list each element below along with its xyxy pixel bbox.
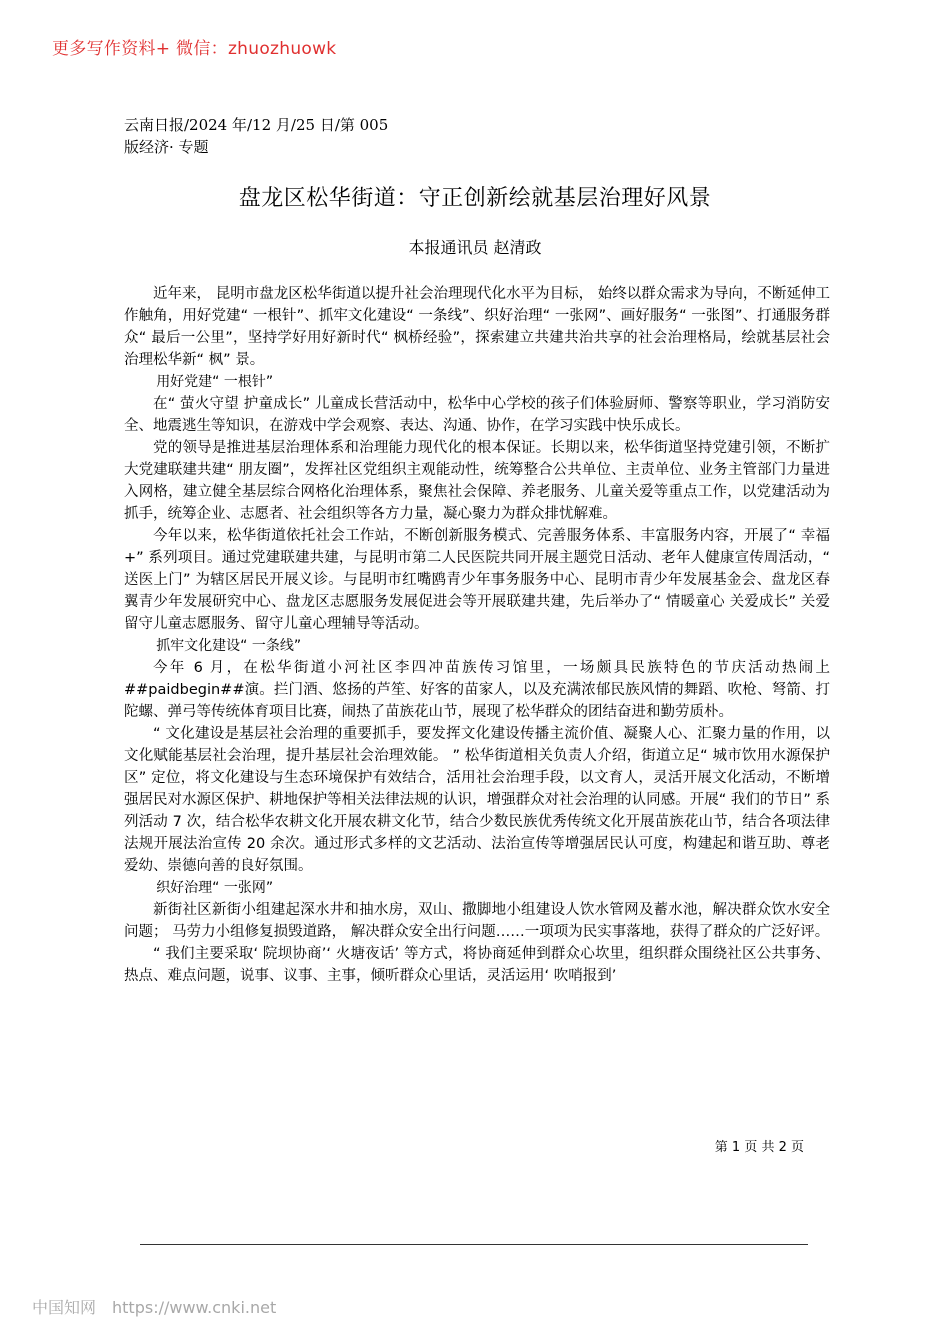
footer-divider (140, 1244, 808, 1245)
article-title: 盘龙区松华街道：守正创新绘就基层治理好风景 (238, 186, 712, 211)
article-source (124, 114, 388, 158)
article-byline: 本报通讯员 赵清政 (408, 238, 542, 257)
watermark-brand: 中国知网 (32, 1298, 97, 1317)
source-line-2: 版经济· 专题 (124, 138, 209, 156)
body-paragraph: “ 文化建设是基层社会治理的重要抓手，要发挥文化建设传播主流价值、凝聚人心、汇聚力量的作用，以文化赋能基层社会治理，提升基层社会治理效能。 ” 松华街道相关负责人介绍，街道立足“ 城市饮用水源保护区” 定位，将文化建设与生态环境保护有效结合，活用社会治理手段，以文育人，灵活开展文化活动，不断增强居民对水源区保护、耕地保护等相关法律法规的认识，增强群众对社会治理的认同感。开展“ 我们的节日” 系列活动 7 次，结合松华农耕文化开展农耕文化节，结合少数民族优秀传统文化开展苗族花山节，结合各项法律法规开展法治宣传 20 余次。通过形式多样的文艺活动、法治宣传等增强居民认可度，构建起和谐互助、尊老爱幼、崇德向善的良好氛围。 (124, 726, 830, 874)
body-paragraph: 今年 6 月，在松华街道小河社区李四冲苗族传习馆里，一场颇具民族特色的节庆活动热闹上##paidbegin##演。拦门酒、悠扬的芦笙、好客的苗家人，以及充满浓郁民族风情的舞蹈、吹枪、弩箭、打陀螺、弹弓等传统体育项目比赛，闹热了苗族花山节，展现了松华群众的团结奋进和勤劳质朴。 (124, 660, 830, 720)
section-heading: 用好党建“ 一根针” (156, 374, 274, 390)
watermark-url: https://www.cnki.net (112, 1298, 277, 1317)
body-paragraph: 在“ 萤火守望 护童成长” 儿童成长营活动中，松华中心学校的孩子们体验厨师、警察等职业，学习消防安全、地震逃生等知识，在游戏中学会观察、表达、沟通、协作，在学习实践中快乐成长。 (124, 396, 830, 434)
body-paragraph: 新街社区新街小组建起深水井和抽水房，双山、撒脚地小组建设人饮水管网及蓄水池，解决群众饮水安全问题； 马劳力小组修复损毁道路， 解决群众安全出行问题……一项项为民实事落地，获得了群众的广泛好评。 (124, 902, 830, 940)
section-heading: 抓牢文化建设“ 一条线” (156, 638, 302, 654)
body-paragraph: “ 我们主要采取‘ 院坝协商’‘ 火塘夜话’ 等方式，将协商延伸到群众心坎里，组织群众围绕社区公共事务、热点、难点问题，说事、议事、主事，倾听群众心里话，灵活运用‘ 吹哨报到’ (124, 946, 830, 984)
body-paragraph: 近年来， 昆明市盘龙区松华街道以提升社会治理现代化水平为目标， 始终以群众需求为导向，不断延伸工作触角，用好党建“ 一根针”、抓牢文化建设“ 一条线”、织好治理“ 一张网”、画好服务“ 一张图”、打通服务群众“ 最后一公里”，坚持学好用好新时代“ 枫桥经验”，探索建立共建共治共享的社会治理格局，绘就基层社会治理松华新“ 枫” 景。 (124, 286, 830, 368)
page-number: 第 1 页 共 2 页 (714, 1140, 804, 1155)
section-heading: 织好治理“ 一张网” (156, 880, 274, 896)
cnki-watermark (32, 1295, 276, 1318)
article-body (124, 283, 830, 987)
promo-banner: 更多写作资料+ 微信：zhuozhuowk (52, 39, 337, 59)
body-paragraph: 党的领导是推进基层治理体系和治理能力现代化的根本保证。长期以来，松华街道坚持党建引领，不断扩大党建联建共建“ 朋友圈”，发挥社区党组织主观能动性，统筹整合公共单位、主责单位、业务主管部门力量进入网格，建立健全基层综合网格化治理体系，聚焦社会保障、养老服务、儿童关爱等重点工作，以党建活动为抓手，统筹企业、志愿者、社会组织等各方力量，凝心聚力为群众排忧解难。 (124, 440, 830, 522)
source-line-1: 云南日报/2024 年/12 月/25 日/第 005 (124, 116, 389, 134)
body-paragraph: 今年以来，松华街道依托社会工作站，不断创新服务模式、完善服务体系、丰富服务内容，开展了“ 幸福+” 系列项目。通过党建联建共建，与昆明市第二人民医院共同开展主题党日活动、老年人健康宣传周活动，“ 送医上门” 为辖区居民开展义诊。与昆明市红嘴鸥青少年事务服务中心、昆明市青少年发展基金会、盘龙区春翼青少年发展研究中心、盘龙区志愿服务发展促进会等开展联建共建，先后举办了“ 情暖童心 关爱成长” 关爱留守儿童志愿服务、留守儿童心理辅导等活动。 (124, 528, 830, 632)
